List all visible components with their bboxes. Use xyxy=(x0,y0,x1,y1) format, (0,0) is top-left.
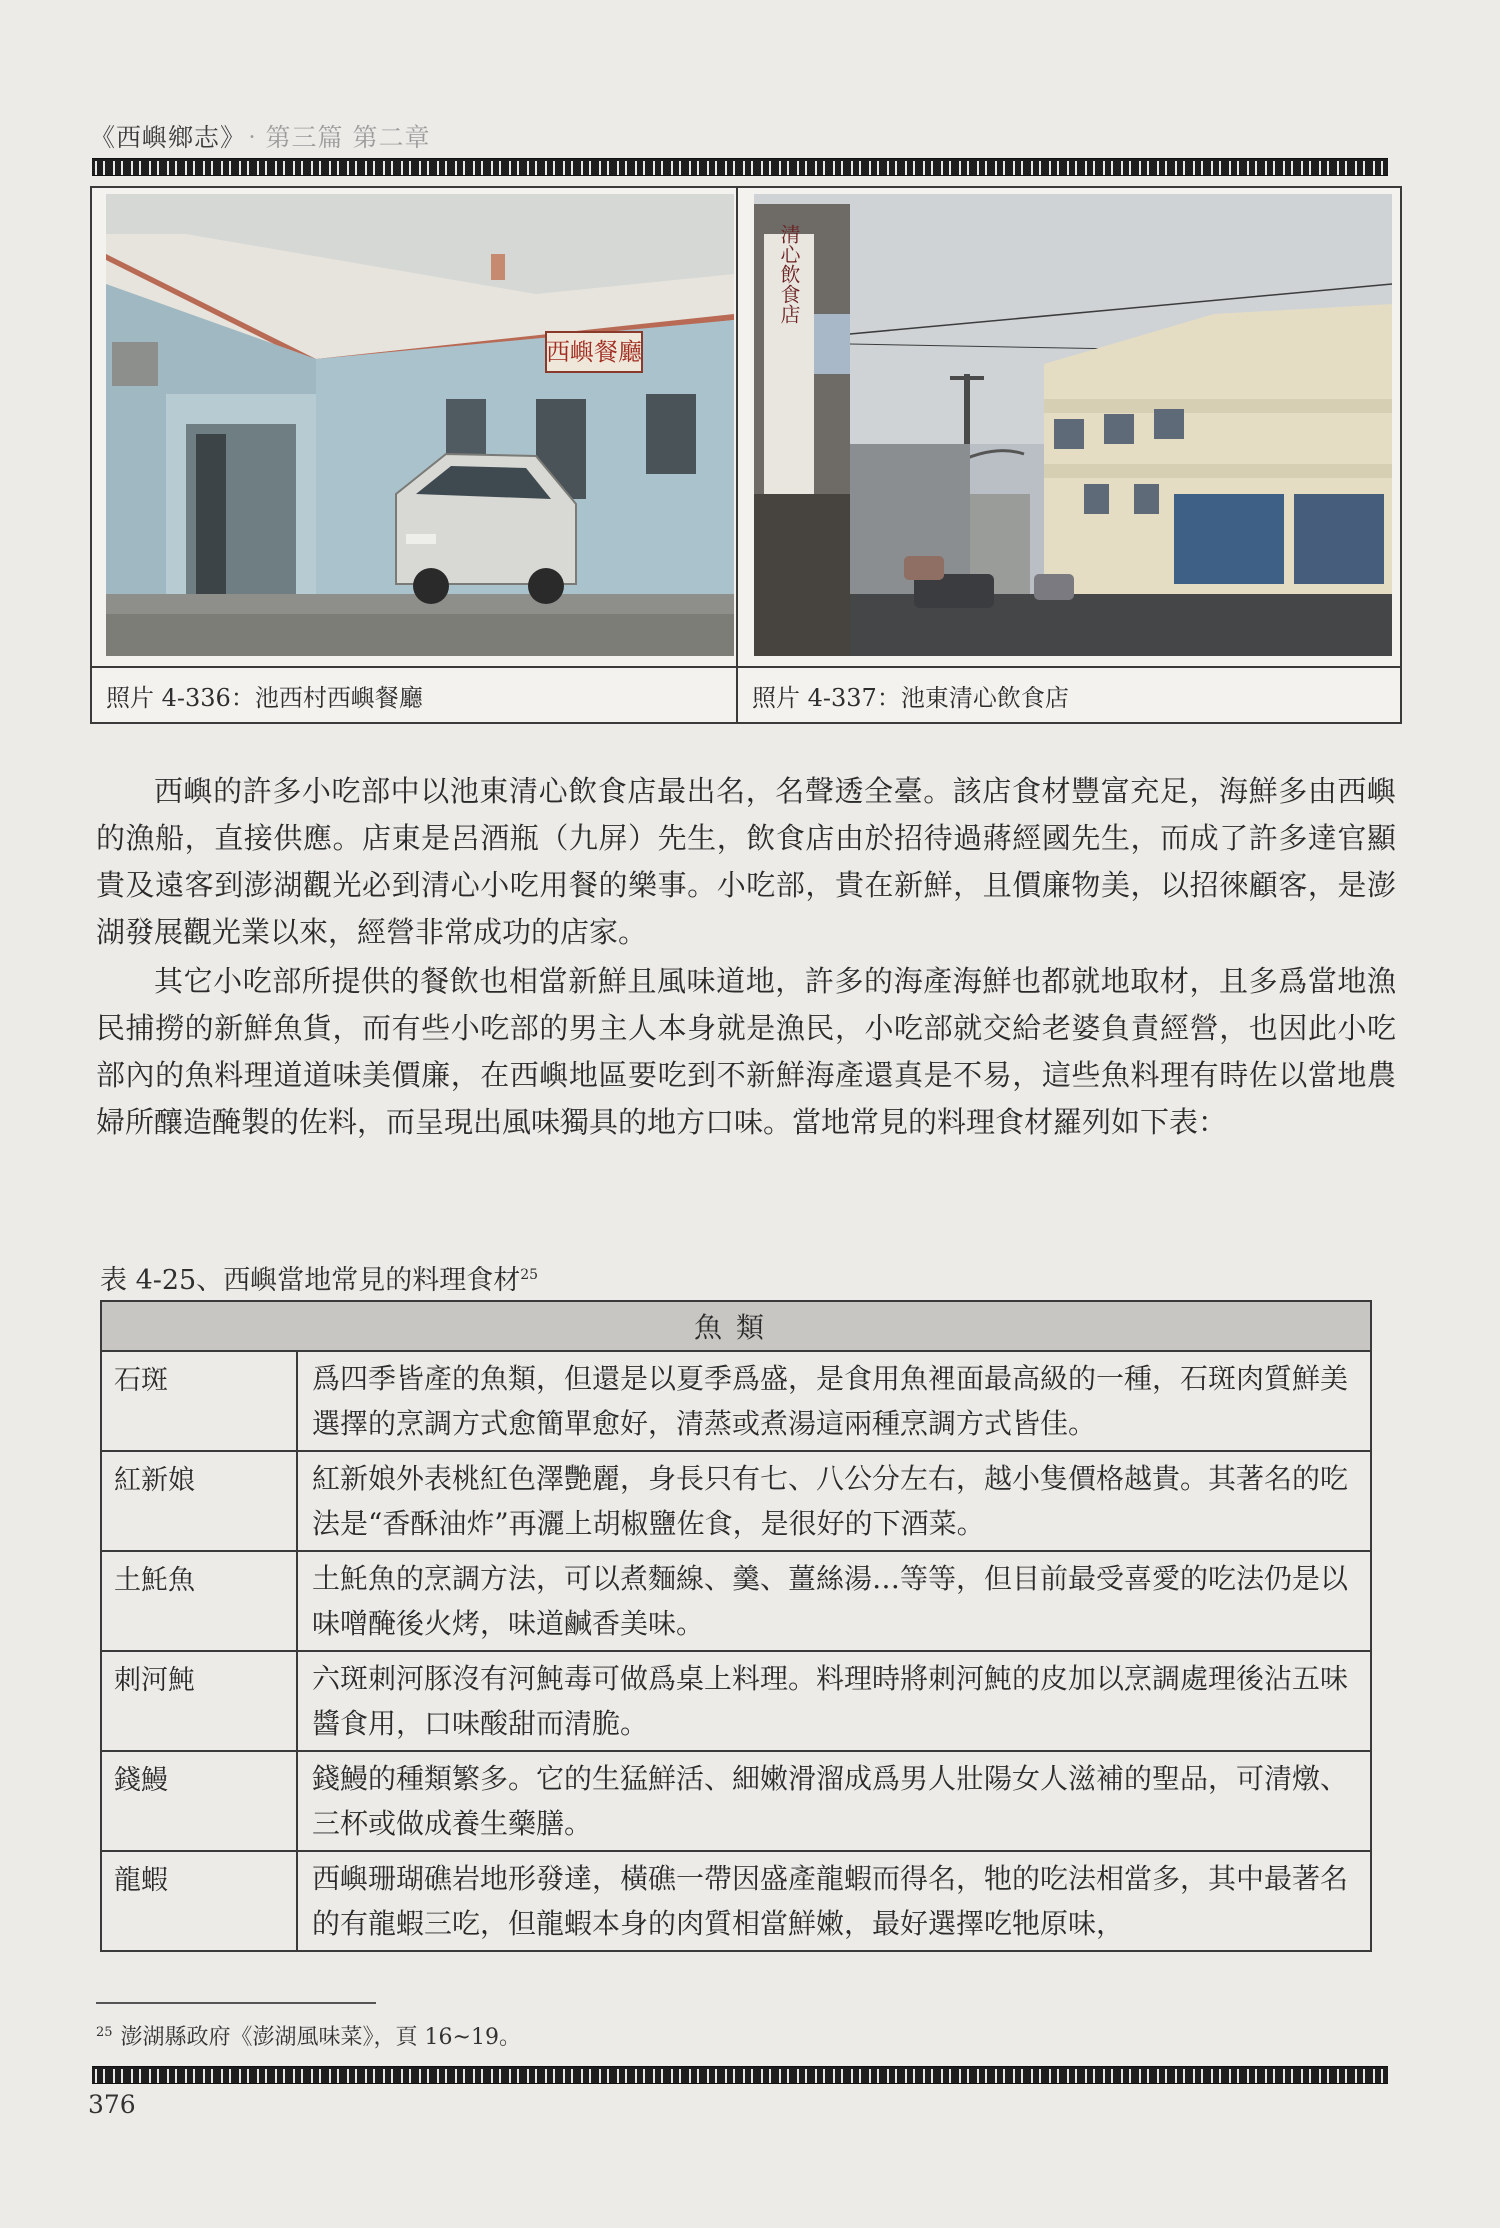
fish-name: 錢鰻 xyxy=(101,1751,297,1851)
table-row xyxy=(101,1451,1371,1551)
footnote-text: 澎湖縣政府《澎湖風味菜》，頁 16~19。 xyxy=(120,2025,521,2050)
photo-table xyxy=(90,186,1402,724)
photo-caption-right: 照片 4-337：池東清心飲食店 xyxy=(752,684,1069,712)
footnote xyxy=(96,2020,521,2051)
fish-name: 紅新娘 xyxy=(101,1451,297,1551)
table-footnote-ref: 25 xyxy=(520,1267,539,1283)
fish-name: 石斑 xyxy=(101,1351,297,1451)
fish-name: 刺河魨 xyxy=(101,1651,297,1751)
fish-ingredients-table xyxy=(100,1300,1372,1952)
footnote-divider xyxy=(96,2002,376,2004)
street-photo-illustration xyxy=(754,194,1392,656)
photo-sign-vertical: 清心飲食店 xyxy=(777,224,801,324)
footnote-number: 25 xyxy=(96,2024,113,2040)
restaurant-photo-illustration xyxy=(106,194,734,656)
fish-description: 土魠魚的烹調方法，可以煮麵線、羹、薑絲湯…等等，但目前最受喜愛的吃法仍是以味噌醃後火烤，味道鹹香美味。 xyxy=(297,1551,1371,1651)
fish-description: 爲四季皆產的魚類，但還是以夏季爲盛，是食用魚裡面最高級的一種，石斑肉質鮮美選擇的烹調方式愈簡單愈好，清蒸或煮湯這兩種烹調方式皆佳。 xyxy=(297,1351,1371,1451)
fish-description: 錢鰻的種類繁多。它的生猛鮮活、細嫩滑溜成爲男人壯陽女人滋補的聖品，可清燉、三杯或做成養生藥膳。 xyxy=(297,1751,1371,1851)
table-caption xyxy=(100,1258,538,1297)
running-header xyxy=(90,118,430,154)
fish-description: 西嶼珊瑚礁岩地形發達，橫礁一帶因盛產龍蝦而得名，牠的吃法相當多，其中最著名的有龍蝦三吃，但龍蝦本身的肉質相當鮮嫩，最好選擇吃牠原味， xyxy=(297,1851,1371,1951)
fish-name: 土魠魚 xyxy=(101,1551,297,1651)
chapter-label: ‧第三篇 第二章 xyxy=(239,123,431,152)
table-header-fish: 魚類 xyxy=(101,1301,1371,1351)
photo-divider xyxy=(736,188,738,722)
table-row xyxy=(101,1851,1371,1951)
photo-caption-left: 照片 4-336：池西村西嶼餐廳 xyxy=(106,684,423,712)
book-title: 《西嶼鄉志》 xyxy=(90,123,234,152)
body-paragraph-1: 西嶼的許多小吃部中以池東清心飲食店最出名，名聲透全臺。該店食材豐富充足，海鮮多由西嶼的漁船，直接供應。店東是呂酒瓶（九屏）先生，飲食店由於招待過蔣經國先生，而成了許多達官顯貴及遠客到澎湖觀光必到清心小吃用餐的樂事。小吃部，貴在新鮮，且價廉物美，以招徠顧客，是澎湖發展觀光業以來，經營非常成功的店家。 xyxy=(96,774,1396,949)
table-row xyxy=(101,1651,1371,1751)
fish-description: 紅新娘外表桃紅色澤艷麗，身長只有七、八公分左右，越小隻價格越貴。其著名的吃法是“香酥油炸”再灑上胡椒鹽佐食，是很好的下酒菜。 xyxy=(297,1451,1371,1551)
table-row xyxy=(101,1351,1371,1451)
table-row xyxy=(101,1751,1371,1851)
fish-name: 龍蝦 xyxy=(101,1851,297,1951)
fish-description: 六斑刺河豚沒有河魨毒可做爲桌上料理。料理時將刺河魨的皮加以烹調處理後沾五味醬食用，口味酸甜而清脆。 xyxy=(297,1651,1371,1751)
photo-street-qingxin xyxy=(754,194,1392,656)
photo-restaurant-xiyu xyxy=(106,194,734,656)
bottom-border-ornament xyxy=(92,2066,1388,2084)
body-paragraph-2: 其它小吃部所提供的餐飲也相當新鮮且風味道地，許多的海產海鮮也都就地取材，且多爲當地漁民捕撈的新鮮魚貨，而有些小吃部的男主人本身就是漁民，小吃部就交給老婆負責經營，也因此小吃部內的魚料理道道味美價廉，在西嶼地區要吃到不新鮮海產還真是不易，這些魚料理有時佐以當地農婦所釀造醃製的佐料，而呈現出風味獨具的地方口味。當地常見的料理食材羅列如下表： xyxy=(96,964,1396,1139)
page-number: 376 xyxy=(88,2090,136,2119)
table-title: 表 4-25、西嶼當地常見的料理食材 xyxy=(100,1265,521,1296)
table-header-row xyxy=(101,1301,1371,1351)
caption-divider xyxy=(92,666,1400,668)
photo-sign-text: 西嶼餐廳 xyxy=(546,338,642,366)
table-row xyxy=(101,1551,1371,1651)
top-border-ornament xyxy=(92,158,1388,176)
